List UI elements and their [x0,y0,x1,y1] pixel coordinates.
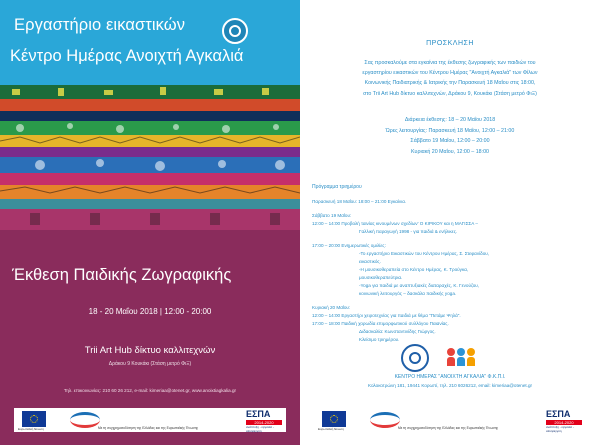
exhibition-dates: 18 - 20 Μαΐου 2018 | 12:00 - 20:00 [88,307,212,316]
center-seal-icon [401,344,429,372]
hours-line: Κυριακή 20 Μαΐου, 12:00 – 18:00 [411,148,489,155]
espa-years: 2014-2020 [246,420,282,425]
sponsor-logos-left [14,408,286,432]
program-line: μουσικοθεραπεύτρια. [359,275,403,280]
intro-line: στο Trii Art Hub δίκτυο καλλιτεχνών, Δράκου 9, Κουκάκι (Στάση μετρό ΦιΞ) [363,90,537,97]
invitation-heading: ΠΡΟΣΚΛΗΣΗ [426,40,474,47]
children-artwork-collage [0,85,300,230]
program-line: 12:00 – 14:00 Εργαστήρι χειροτεχνίας για παιδιά με θέμα "Πετάμε Ψηλά". [312,313,461,318]
duration-line: Διάρκεια έκθεσης: 18 – 20 Μαΐου 2018 [404,117,496,123]
program-line: εικαστικός. [359,259,381,264]
program-line: Διδασκαλία: Κωνσταντινίδης Γιώργος. [359,329,436,334]
cofinance-note: Με τη συγχρηματοδότηση της Ελλάδας και της Ευρωπαϊκής Ένωσης [398,426,499,430]
program-line: κοινωνική λειτουργός – δασκάλα παιδικής yoga. [359,291,457,296]
program-day: Σάββατο 19 Μαΐου: [312,213,352,218]
exhibition-hours [300,115,600,157]
program-heading: Πρόγραμμα τριημέρου [312,184,362,190]
espa-tagline: ανάπτυξη - εργασία - αλληλεγγύη [246,425,274,433]
program-line: -Yoga για παιδιά με αναπτυξιακές διαταραχές, Κ. Γενούζου, [359,283,480,288]
eu-flag-icon [22,411,46,427]
espa-logo [546,409,582,433]
venue-name: Trii Art Hub δίκτυο καλλιτεχνών [84,345,216,356]
espa-text: ΕΣΠΑ [546,409,571,419]
venue-address: Δράκου 9 Κουκάκι (Στάση μετρό ΦιΞ) [108,361,192,367]
center-seal-icon [222,18,248,44]
program-line: Κλείσιμο τριημέρου. [359,337,400,342]
program-line: 17:00 – 20:00 Ενημερωτικές ομιλίες: [312,243,386,248]
organizer-block [300,344,600,394]
hours-line: Σάββατο 19 Μαΐου, 12:00 – 20:00 [410,138,490,145]
program-line: -Η μουσικοθεραπεία στο Κέντρο Ημέρας, Κ. Τρούγκα, [359,267,469,272]
poster-header [0,0,300,85]
program-line: 12:00 – 14:00 Προβολή ταινίας κινουμένων σχεδίων' Ο ΚΙΡΙΚΟΥ και η ΜΑΓΙΣΣΑ – [312,221,478,226]
greek-ministry-logo-icon [70,411,120,423]
exhibition-title: Έκθεση Παιδικής Ζωγραφικής [12,266,232,284]
intro-line: Κοινωνικής Παιδιατρικής & Ιατρικής την Παρασκευή 18 Μαΐου στις 18:00, [364,80,536,87]
contact-line: Τηλ. επικοινωνίας: 210 60 26 212, e-mail: kimeriaa@otenet.gr, www.anoixtiagkalia.gr [63,388,237,393]
espa-years: 2014-2020 [546,420,582,425]
exhibition-panel [0,230,300,373]
cofinance-note: Με τη συγχρηματοδότηση της Ελλάδας και της Ευρωπαϊκής Ένωσης [98,426,199,430]
espa-logo [246,409,282,433]
program-line: Παρασκευή 18 Μαΐου: 18:00 – 21:00 Εγκαίνια. [312,199,407,204]
eu-flag-icon [322,411,346,427]
program-line: -Το εργαστήριο Εικαστικών του Κέντρου Ημέρας, Σ. Στεφανίδου, [359,251,490,256]
invitation-text [314,58,586,99]
intro-line: Σας προσκαλούμε στα εγκαίνια της έκθεσης ζωγραφικής των παιδιών του [364,60,536,66]
program-day: Κυριακή 20 Μαΐου: [312,305,351,310]
eu-label: Ευρωπαϊκή Ένωση [18,427,44,431]
program-line: Γαλλική παραγωγή 1998 - για παιδιά & ενήλικες. [359,229,458,234]
workshop-title: Εργαστήριο εικαστικών [14,16,186,34]
organizer-name: ΚΕΝΤΡΟ ΗΜΕΡΑΣ "ΑΝΟΙΧΤΗ ΑΓΚΑΛΙΑ" Φ.Κ.Π.Ι. [394,374,506,380]
program-line: 17:00 – 18:00 Παιδική χορωδία επιμορφωτικού συλλόγου Παιανίας. [312,321,449,326]
children-logo-icon [445,346,485,368]
organizer-address: Κολοκοτρώνη 181, 19441 Κορωπί, τηλ. 210 6026212, email: kimeriaa@otenet.gr [367,383,533,388]
espa-text: ΕΣΠΑ [246,409,271,419]
intro-line: εργαστηρίου εικαστικών του Κέντρου Ημέρας "Ανοιχτή Αγκαλιά" των Φίλων [362,70,538,77]
greek-ministry-logo-icon [370,411,420,423]
hours-line: Ώρες λειτουργίας: Παρασκευή 18 Μαΐου, 12:00 – 21:00 [385,127,515,134]
invitation-page [300,0,600,445]
center-title: Κέντρο Ημέρας Ανοιχτή Αγκαλιά [10,47,244,65]
espa-tagline: ανάπτυξη - εργασία - αλληλεγγύη [546,425,574,433]
sponsor-logos-right [314,408,586,432]
artwork-stripes [0,85,300,230]
eu-label: Ευρωπαϊκή Ένωση [318,427,344,431]
